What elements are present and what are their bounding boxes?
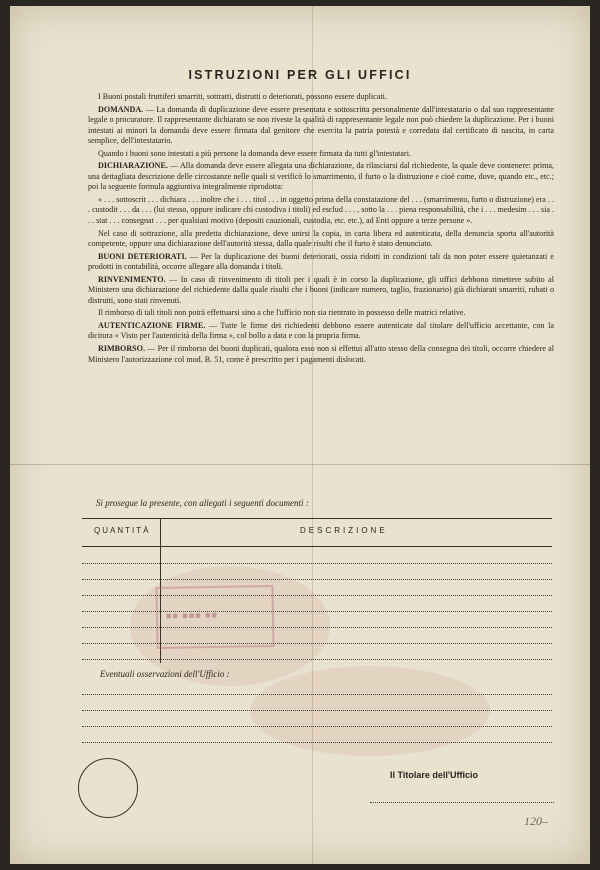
faded-postal-stamp xyxy=(155,585,274,649)
table-row-line xyxy=(82,579,552,580)
table-row-line xyxy=(82,563,552,564)
column-header-quantity: QUANTITÀ xyxy=(94,526,151,535)
paragraph: Nel caso di sottrazione, alla predetta dichiarazione, deve unirsi la copia, in carta libera ed autenticata, della denuncia sporta all'autorità competente, oppure una dichiarazione dell'autorità stessa, dalla quale risulti che il furto è stato denunciato. xyxy=(88,228,554,249)
paragraph-rinvenimento: RINVENIMENTO. — In caso di rinvenimento di titoli per i quali è in corso la duplicazione, gli uffici debbono rimettere subito al Ministero una dichiarazione del richiedente dalla quale risulti che i buoni (indicare numero, taglio, frazionario) già dichiarati smarriti, rubati o distrutti, sono stati rinvenuti. xyxy=(88,274,554,305)
table-row-line xyxy=(82,595,552,596)
signature-line xyxy=(370,802,554,803)
attachments-intro: Si prosegue la presente, con allegati i seguenti documenti : xyxy=(96,498,309,508)
faded-stamp-text: ■■ ■■■ ■■ xyxy=(165,609,219,621)
paragraph: Quando i buoni sono intestati a più persone la domanda deve essere firmata da tutti gl'intestatari. xyxy=(98,148,411,158)
attachments-table xyxy=(82,518,552,663)
pencil-note: 120– xyxy=(524,814,548,828)
table-row-line xyxy=(82,643,552,644)
signature-label: Il Titolare dell'Ufficio xyxy=(390,770,478,780)
paragraph-buoni-deteriorati: BUONI DETERIORATI. — Per la duplicazione dei buoni deteriorati, ossia ridotti in condizioni tali da non poter essere quietanzati e prodotti in contabilità, occorre allegare alla domanda i titoli. xyxy=(88,251,554,272)
observation-line xyxy=(82,742,552,743)
paragraph: Il rimborso di tali titoli non potrà effettuarsi sino a che l'ufficio non sia rientrato in possesso delle matrici relative. xyxy=(98,308,466,318)
observation-line xyxy=(82,726,552,727)
paragraph: I Buoni postali fruttiferi smarriti, sottratti, distrutti o deteriorati, possono essere duplicati. xyxy=(98,92,387,101)
table-row-line xyxy=(82,627,552,628)
fold-line-horizontal xyxy=(10,464,590,465)
page-title: ISTRUZIONI PER GLI UFFICI xyxy=(188,68,412,82)
instructions-body xyxy=(88,92,554,367)
column-header-description: DESCRIZIONE xyxy=(300,526,388,535)
table-row-line xyxy=(82,611,552,612)
observation-line xyxy=(82,694,552,695)
paragraph-autenticazione-firme: AUTENTICAZIONE FIRME. — Tutte le firme dei richiedenti debbono essere autenticate dal titolare dell'ufficio accettante, con la dicitura « Visto per l'autenticità della firma », col bollo a data e con la propria firma. xyxy=(88,320,554,341)
paragraph-formula: « . . . sottoscrit . . . dichiara . . . inoltre che i . . . titol . . . in oggetto prima della constatazione del . . . (smarrimento, furto o distruzione) era . . . custodit . . . da . . . (lui stesso, oppure indicare chi custodiva i titoli) ed esclud . . . , sotto la . . . piena responsabilità, che i . . . medesim . . . sia . . . stat . . . consegnat . . . per qualsiasi motivo (depositi cauzionali, custodia, etc. etc.), ad Enti oppure a terze persone ». xyxy=(88,194,554,226)
paragraph-domanda: DOMANDA. — La domanda di duplicazione deve essere presentata e sottoscritta personalmente dall'intestatario o dal suo rappresentante legale o procuratore. Il rappresentante dichiarato se non riveste la qualità di rappresentante legale non può chiedere la duplicazione. Per i buoni intestati ai minori la domanda deve essere firmata dal genitore che esercita la patria potestà e corredata dal certificato di nascita, in carta semplice, dell'intestatario. xyxy=(88,104,554,146)
observations-label: Eventuali osservazioni dell'Ufficio : xyxy=(100,669,230,679)
document-page xyxy=(10,6,590,864)
header-divider xyxy=(82,546,552,547)
paragraph-dichiarazione: DICHIARAZIONE. — Alla domanda deve essere allegata una dichiarazione, da rilasciarsi dal richiedente, la quale deve contenere: prima, una dettagliata descrizione delle circostanze nelle quali si verificò lo smarrimento, il furto o la distruzione e cioè come, dove, quando etc., etc.; poi la seguente formula aggiuntiva integralmente riprodotta: xyxy=(88,161,554,192)
observation-line xyxy=(82,710,552,711)
paragraph-rimborso: RIMBORSO. — Per il rimborso dei buoni duplicati, qualora esso non si effettui all'atto stesso della consegna dei titoli, occorre chiedere al Ministero l'autorizzazione col mod. B. 51, come è prescritto per i pagamenti dislocati. xyxy=(88,344,554,364)
table-row-line xyxy=(82,659,552,660)
date-stamp-circle xyxy=(78,758,138,818)
